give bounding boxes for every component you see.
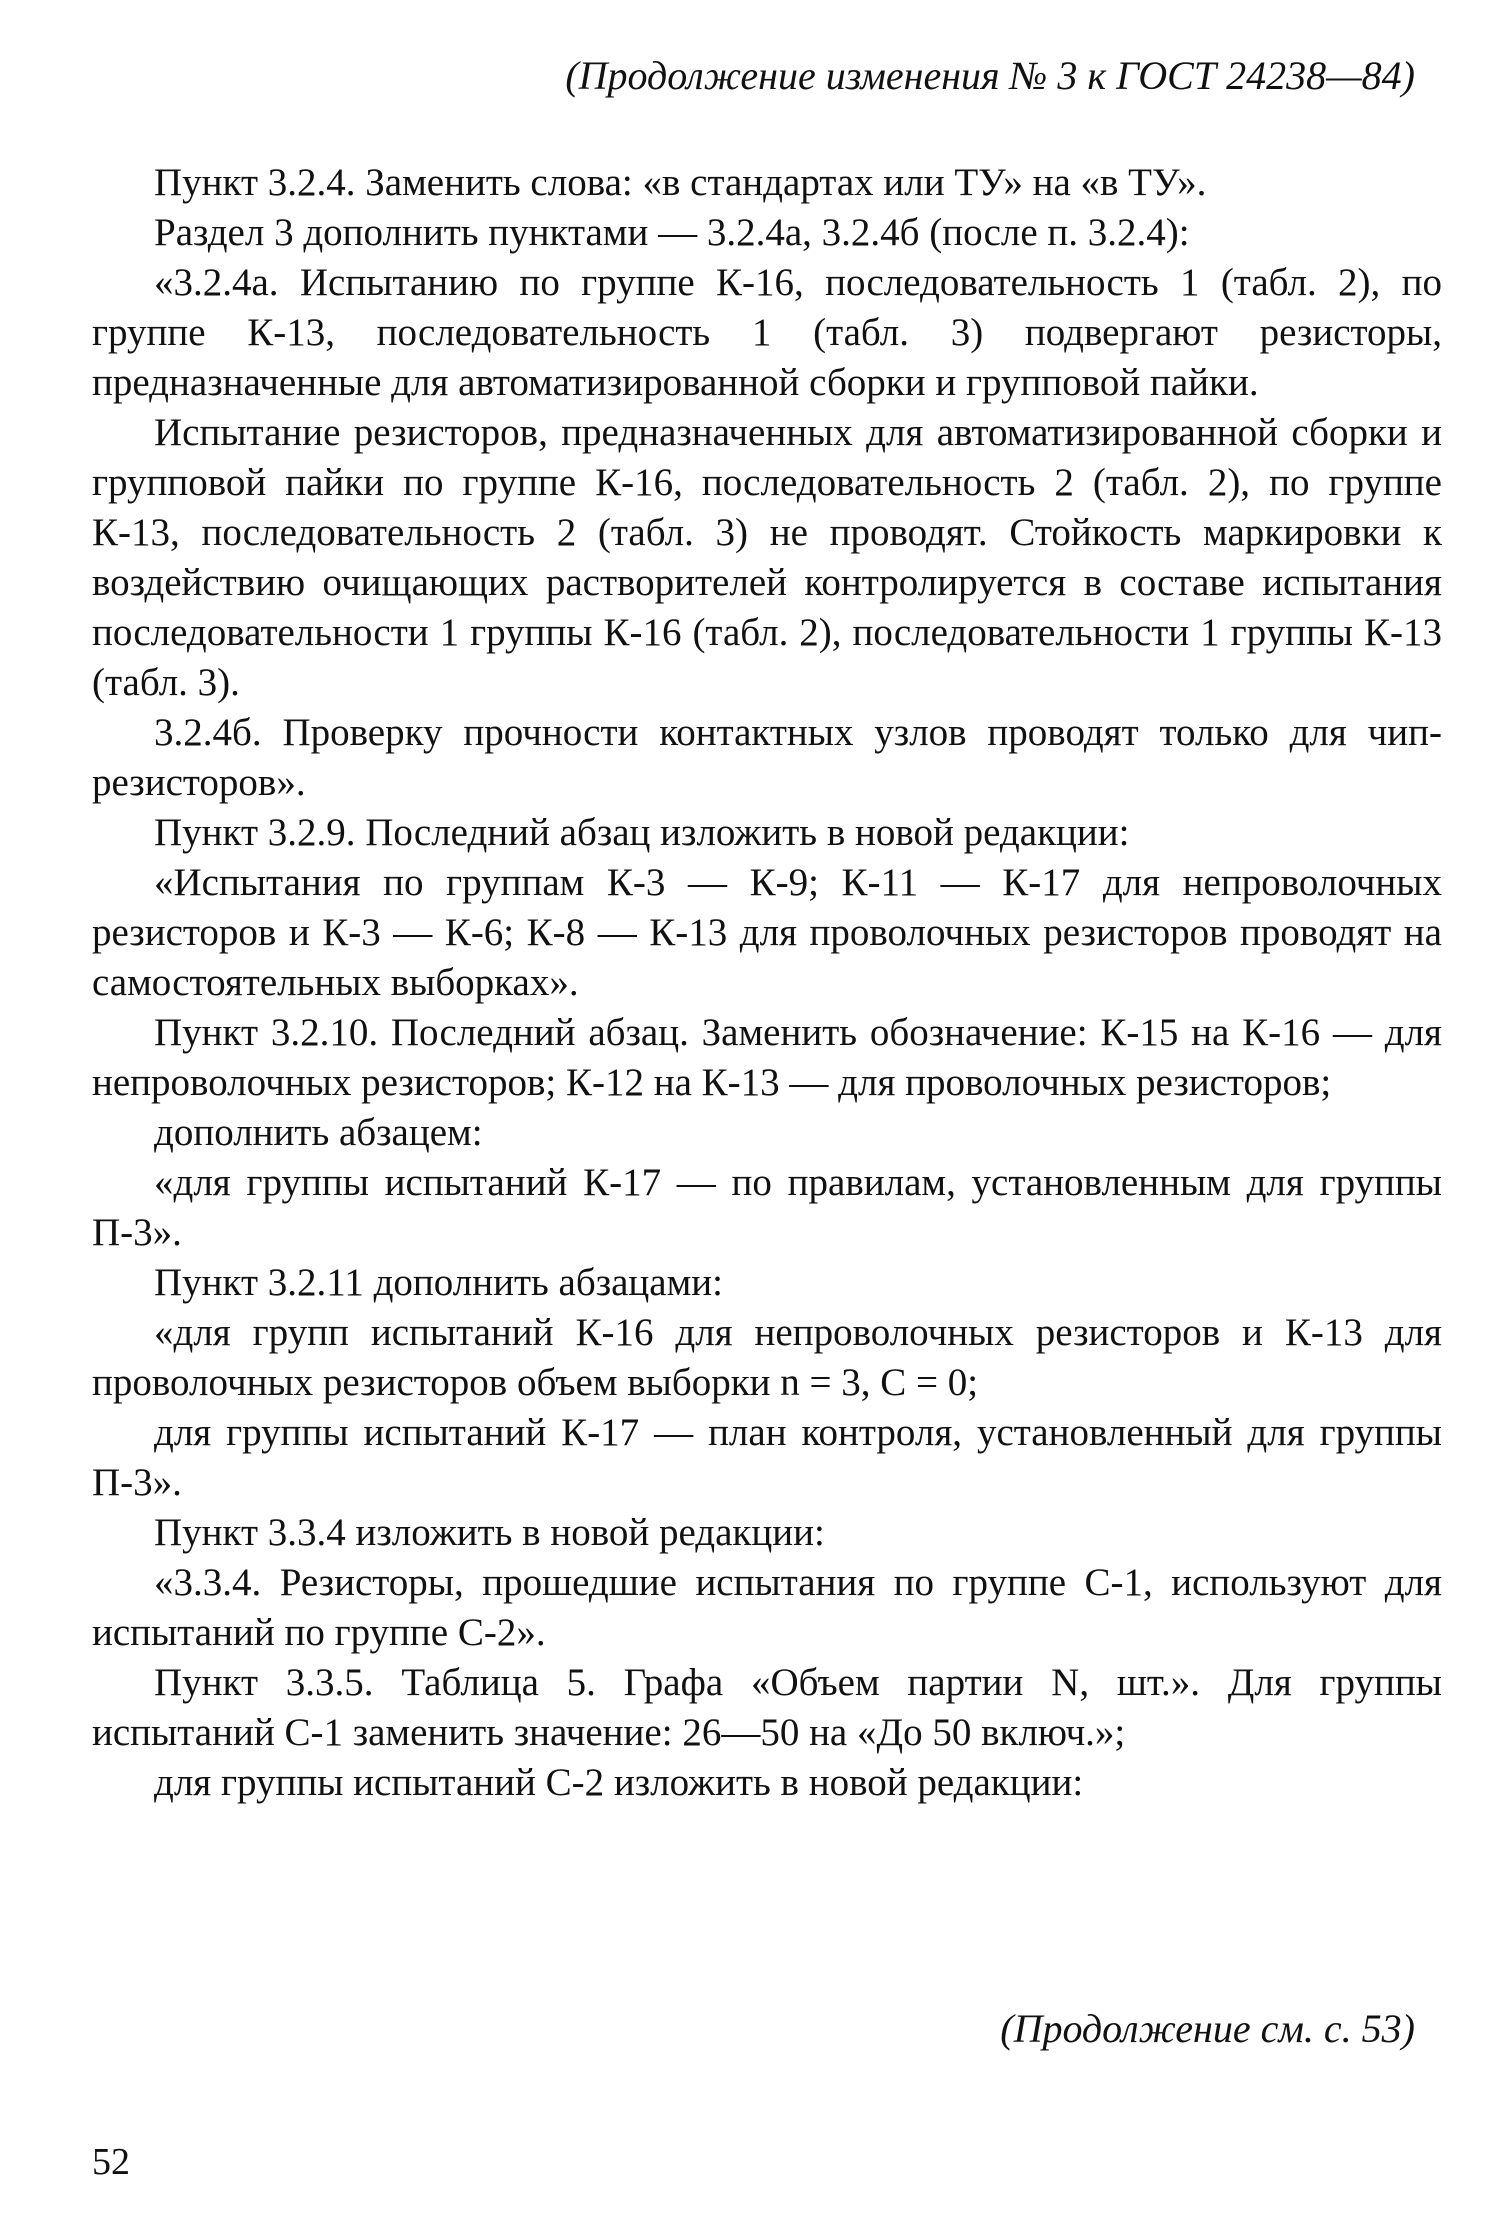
paragraph: 3.2.4б. Проверку прочности контактных узлов проводят только для чип-резисторов». <box>92 711 1442 804</box>
paragraph: Раздел 3 дополнить пунктами — 3.2.4а, 3.2.4б (после п. 3.2.4): <box>154 211 1190 254</box>
paragraph: Испытание резисторов, предназначенных для автоматизированной сборки и групповой пайки по группе К-16, последовательность 2 (табл. 2), по группе К-13, последовательность 2 (табл. 3) не проводят. Стойкость маркировки к воздействию очищающих растворителей контролируется в составе испытания последовательности 1 группы К-16 (табл. 2), последовательности 1 группы К-13 (табл. 3). <box>92 411 1442 704</box>
main-text <box>92 158 1442 1808</box>
page-number: 52 <box>92 2141 130 2183</box>
paragraph: Пункт 3.2.9. Последний абзац изложить в новой редакции: <box>154 811 1130 854</box>
paragraph: «3.3.4. Резисторы, прошедшие испытания по группе С-1, используют для испытаний по группе С-2». <box>92 1561 1442 1654</box>
paragraph: «для групп испытаний К-16 для непроволочных резисторов и К-13 для проволочных резисторов объем выборки n = 3, С = 0; <box>92 1311 1442 1404</box>
paragraph: дополнить абзацем: <box>154 1111 483 1154</box>
continuation-note: (Продолжение см. с. 53) <box>1000 2006 1415 2051</box>
paragraph: Пункт 3.2.10. Последний абзац. Заменить обозначение: К-15 на К-16 — для непроволочных резисторов; К-12 на К-13 — для проволочных резисторов; <box>92 1011 1442 1104</box>
paragraph: Пункт 3.3.5. Таблица 5. Графа «Объем партии N, шт.». Для группы испытаний С-1 заменить значение: 26—50 на «До 50 включ.»; <box>92 1661 1442 1754</box>
paragraph: «для группы испытаний К-17 — по правилам, установленным для группы П-3». <box>92 1161 1442 1254</box>
running-header: (Продолжение изменения № 3 к ГОСТ 24238—84) <box>565 53 1415 98</box>
paragraph: «Испытания по группам К-3 — К-9; К-11 — К-17 для непроволочных резисторов и К-3 — К-6; К-8 — К-13 для проволочных резисторов проводят на самостоятельных выборках». <box>92 861 1442 1004</box>
paragraph: Пункт 3.2.11 дополнить абзацами: <box>154 1261 723 1304</box>
paragraph: Пункт 3.2.4. Заменить слова: «в стандартах или ТУ» на «в ТУ». <box>154 161 1207 204</box>
paragraph: для группы испытаний С-2 изложить в новой редакции: <box>154 1761 1084 1804</box>
paragraph: для группы испытаний К-17 — план контроля, установленный для группы П-3». <box>92 1411 1442 1504</box>
paragraph: «3.2.4а. Испытанию по группе К-16, последовательность 1 (табл. 2), по группе К-13, последовательность 1 (табл. 3) подвергают резисторы, предназначенные для автоматизированной сборки и групповой пайки. <box>92 261 1442 404</box>
paragraph: Пункт 3.3.4 изложить в новой редакции: <box>154 1511 825 1554</box>
